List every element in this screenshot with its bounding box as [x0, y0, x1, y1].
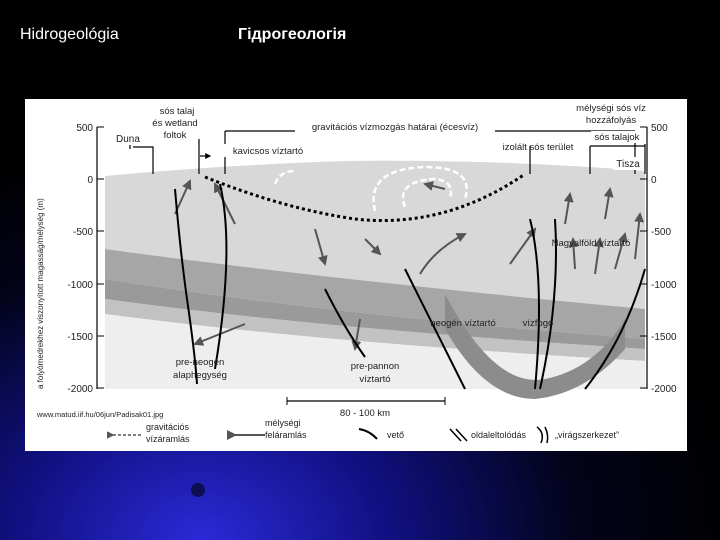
- label-neogen: neogén víztartó: [430, 318, 496, 329]
- scale-label: 80 - 100 km: [339, 408, 391, 419]
- label-sos-talajok: sós talajok: [594, 132, 640, 143]
- left-tick-minus-2000: -2000: [67, 384, 93, 395]
- decorative-orb: [191, 483, 205, 497]
- legend-veto: vető: [387, 430, 405, 440]
- right-tick-500: 500: [651, 123, 668, 134]
- right-tick-minus-1500: -1500: [651, 332, 677, 343]
- label-duna: Duna: [116, 134, 140, 145]
- label-melysegi-2: hozzáfolyás: [585, 115, 637, 126]
- legend-gravitacios-1: gravitációs: [146, 422, 190, 432]
- left-tick-0: 0: [87, 175, 93, 186]
- legend-gravitacios-2: vízáramlás: [146, 434, 190, 444]
- right-tick-minus-2000: -2000: [651, 384, 677, 395]
- legend-strike-slip-symbol: [450, 429, 467, 441]
- legend-melysegi-2: feláramlás: [265, 430, 307, 440]
- label-kavicsos: kavicsos víztartó: [232, 146, 304, 157]
- y-axis-title: a folyómedrekhez viszonyított magasság/mélység (m): [36, 198, 45, 389]
- label-sos-talaj-2: és wetland: [152, 118, 198, 129]
- label-nagyalfold: Nagyalföld víztartó: [551, 238, 631, 249]
- label-pre-pannon-1: pre-pannon: [350, 361, 400, 372]
- left-axis: [36, 123, 104, 395]
- legend-fault-symbol: [359, 429, 377, 439]
- slide-title-ukrainian: Гідрогеологія: [238, 26, 347, 43]
- left-tick-500: 500: [76, 123, 93, 134]
- hydrogeology-cross-section: [25, 99, 687, 451]
- legend-melysegi-1: mélységi: [265, 418, 301, 428]
- left-tick-minus-1000: -1000: [67, 280, 93, 291]
- figure-source-url: www.matud.iif.hu/06jun/Padisak01.jpg: [37, 410, 164, 419]
- label-pre-neogen-2: alaphegység: [173, 370, 227, 381]
- right-tick-minus-500: -500: [651, 227, 672, 238]
- right-tick-minus-1000: -1000: [651, 280, 677, 291]
- label-pre-pannon-2: víztartó: [359, 374, 391, 385]
- label-vizfogo: vízfogó: [522, 318, 554, 329]
- label-sos-talaj-1: sós talaj: [159, 106, 195, 117]
- left-tick-minus-1500: -1500: [67, 332, 93, 343]
- legend-viragszerkezet: „virágszerkezet”: [555, 430, 620, 440]
- label-izolalt: izolált sós terület: [502, 142, 574, 153]
- label-tisza: Tisza: [616, 159, 640, 170]
- label-gravitational-boundary: gravitációs vízmozgás határai (écesvíz): [311, 122, 479, 133]
- label-sos-talaj-3: foltok: [163, 130, 187, 141]
- scale-bar: [287, 397, 445, 419]
- legend-oldaleltolodas: oldaleltolódás: [471, 430, 527, 440]
- slide-title-hungarian: Hidrogeológia: [20, 26, 119, 43]
- left-tick-minus-500: -500: [72, 227, 93, 238]
- right-tick-0: 0: [651, 175, 657, 186]
- legend: [113, 418, 619, 444]
- legend-flower-symbol: [537, 427, 548, 443]
- label-pre-neogen-1: pre-neogén: [175, 357, 225, 368]
- label-melysegi-1: mélységi sós víz: [576, 103, 646, 114]
